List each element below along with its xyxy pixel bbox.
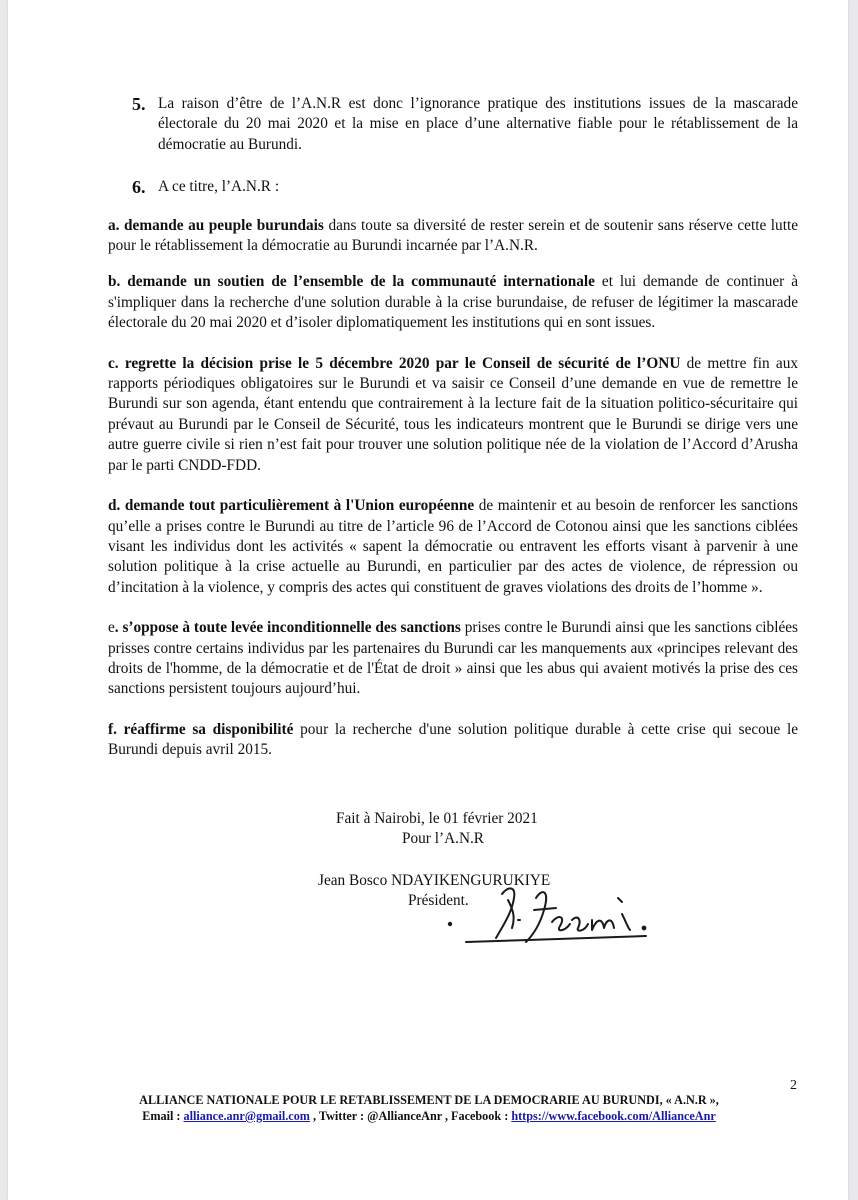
footer-org: ALLIANCE NATIONALE POUR LE RETABLISSEMENT DE LA DEMOCRARIE AU BURUNDI, « A.N.R », [139, 1093, 719, 1107]
item-5 [108, 94, 798, 155]
signatory-name: Jean Bosco NDAYIKENGURUKIYE [318, 872, 551, 889]
footer-email-label: Email : [142, 1109, 184, 1123]
point-text: prises contre le Burundi ainsi que les sanctions ciblées prisses contre certains individus par les partenaires du Burundi car les manquements aux «principes relevant des droits de l'homme, de la démocratie et de l'État de droit » ainsi que les abus qui avaient motivés la prise des ces sanctions persistent toujours aujourd’hui. [108, 619, 798, 698]
footer-contacts [0, 1108, 858, 1124]
item-number: 5. [132, 94, 146, 114]
point-lead: c. regrette la décision prise le 5 décembre 2020 par le Conseil de sécurité de l’ONU [108, 354, 681, 372]
item-text: La raison d’être de l’A.N.R est donc l’ignorance pratique des institutions issues de la mascarade électorale du 20 mai 2020 et la mise en place d’une alternative fiable pour le rétablissement de la démocratie au Burundi. [158, 95, 798, 153]
point-e [108, 618, 798, 700]
document-footer [0, 1092, 858, 1124]
point-b [108, 272, 798, 333]
footer-twitter: , Twitter : @AllianceAnr , Facebook : [309, 1109, 512, 1123]
point-a [108, 216, 798, 257]
point-c [108, 354, 798, 476]
item-text: A ce titre, l’A.N.R : [158, 178, 280, 196]
point-lead: f. réaffirme sa disponibilité [108, 720, 294, 738]
closing-for: Pour l’A.N.R [402, 830, 485, 847]
point-f [108, 720, 798, 761]
handwritten-signature [446, 880, 676, 952]
point-text: pour la recherche d'une solution politique durable à cette crise qui secoue le Burundi depuis avril 2015. [108, 720, 798, 759]
facebook-link[interactable]: https://www.facebook.com/AllianceAnr [511, 1109, 716, 1123]
document-page [8, 0, 848, 1200]
point-text: de maintenir et au besoin de renforcer les sanctions qu’elle a prises contre le Burundi au titre de l’article 96 de l’Accord de Cotonou ainsi que les sanctions ciblées visant les individus dont les activités « sapent la démocratie ou entravent les efforts visant à parvenir à une solution politique à la crise actuelle au Burundi, en particulier par des actes de violence, de répression ou d’incitation à la violence, y compris des actes qui constituent de graves violations des droits de l’homme ». [108, 497, 798, 596]
email-link[interactable]: alliance.anr@gmail.com [183, 1109, 310, 1123]
item-number: 6. [132, 177, 146, 198]
point-lead: . s’oppose à toute levée inconditionnelle des sanctions [114, 619, 461, 637]
closing-place-date: Fait à Nairobi, le 01 février 2021 [336, 810, 538, 827]
point-lead: b. demande un soutien de l’ensemble de la communauté internationale [108, 273, 595, 291]
page-number: 2 [790, 1078, 797, 1093]
point-lead: d. demande tout particulièrement à l'Union européenne [108, 497, 475, 515]
document-body [108, 94, 798, 761]
point-text: dans toute sa diversité de rester serein et de soutenir sans réserve cette lutte pour le rétablissement la démocratie au Burundi incarnée par l’A.N.R. [108, 216, 798, 255]
point-text: et lui demande de continuer à s'impliquer dans la recherche d'une solution durable à la crise burundaise, de refuser de légitimer la mascarade électorale du 20 mai 2020 et d’isoler diplomatiquement les institutions qui en sont issues. [108, 273, 799, 332]
point-letter: e [108, 619, 115, 637]
point-text: de mettre fin aux rapports périodiques obligatoires sur le Burundi et va saisir ce Conseil d’une demande en vue de remettre le Burundi sur son agenda, étant entendu que contrairement à la lecture fait de la situation politico-sécuritaire qui prévaut au Burundi par le Conseil de Sécurité, tous les indicateurs montrent que le Burundi se dirige vers une autre guerre civile si rien n’est fait pour trouver une solution politique née de la violation de l’Accord d’Arusha par le parti CNDD-FDD. [108, 354, 798, 474]
point-d [108, 496, 798, 598]
point-lead: a. demande au peuple burundais [108, 216, 324, 234]
signatory-title: Président. [408, 892, 469, 909]
item-6 [108, 177, 798, 197]
